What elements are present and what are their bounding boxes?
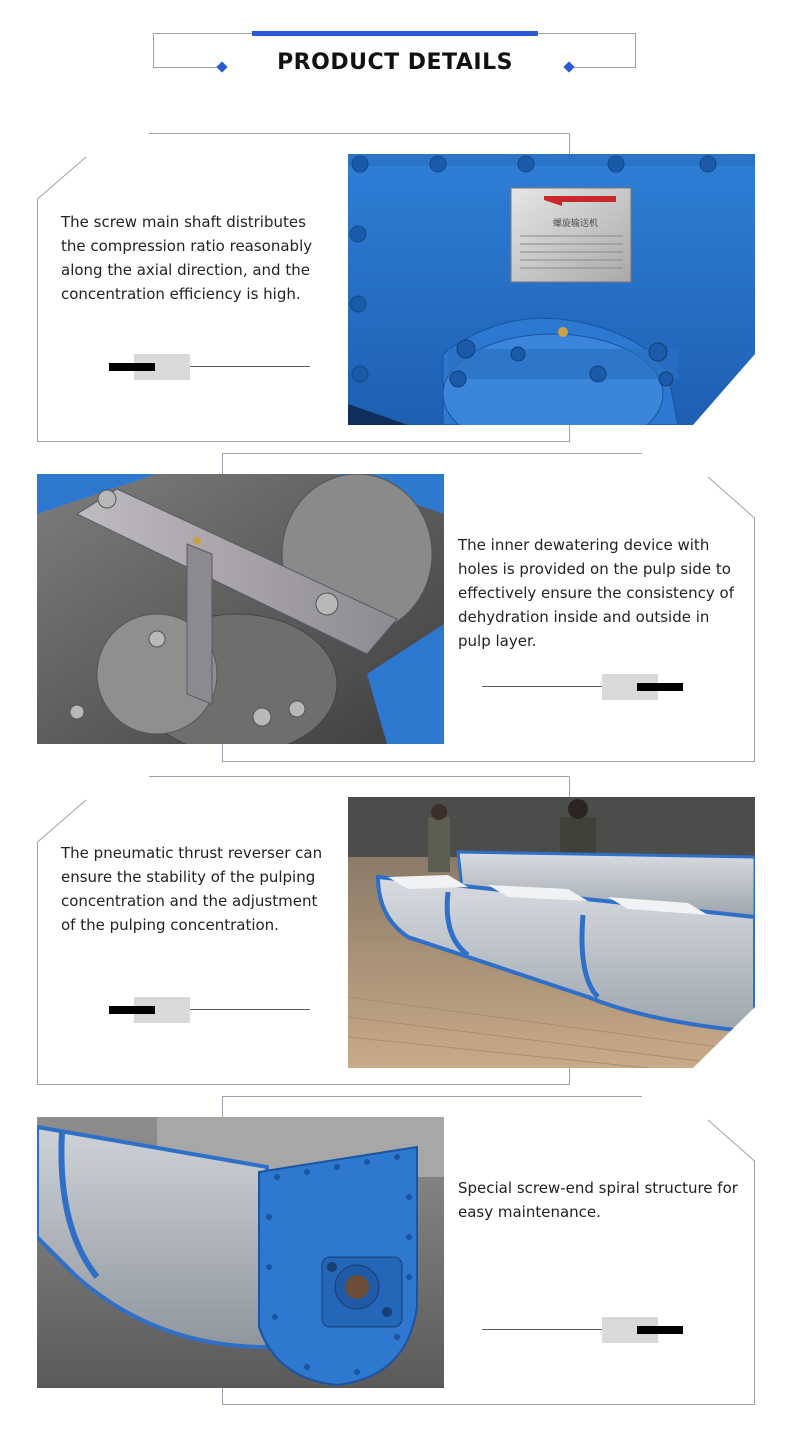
section-2-text: The inner dewatering device with holes is provided on the pulp side to effectively ensure the consistency of dehydration inside and outside in pulp layer. [458,536,734,650]
section-4-indicator-line [482,1329,602,1330]
section-4-text: Special screw-end spiral structure for easy maintenance. [458,1179,738,1221]
nameplate-title: 螺旋输送机 [553,219,599,229]
section-4-indicator-bar [637,1326,683,1334]
page-title: PRODUCT DETAILS [277,50,513,75]
screw-end-image [37,1117,444,1388]
section-4-image [37,1117,444,1388]
section-1-text: The screw main shaft distributes the compression ratio reasonably along the axial direction, and the concentration efficiency is high. [61,213,313,303]
section-3-text: The pneumatic thrust reverser can ensure the stability of the pulping concentration and the adjustment of the pulping concentration. [61,844,323,934]
